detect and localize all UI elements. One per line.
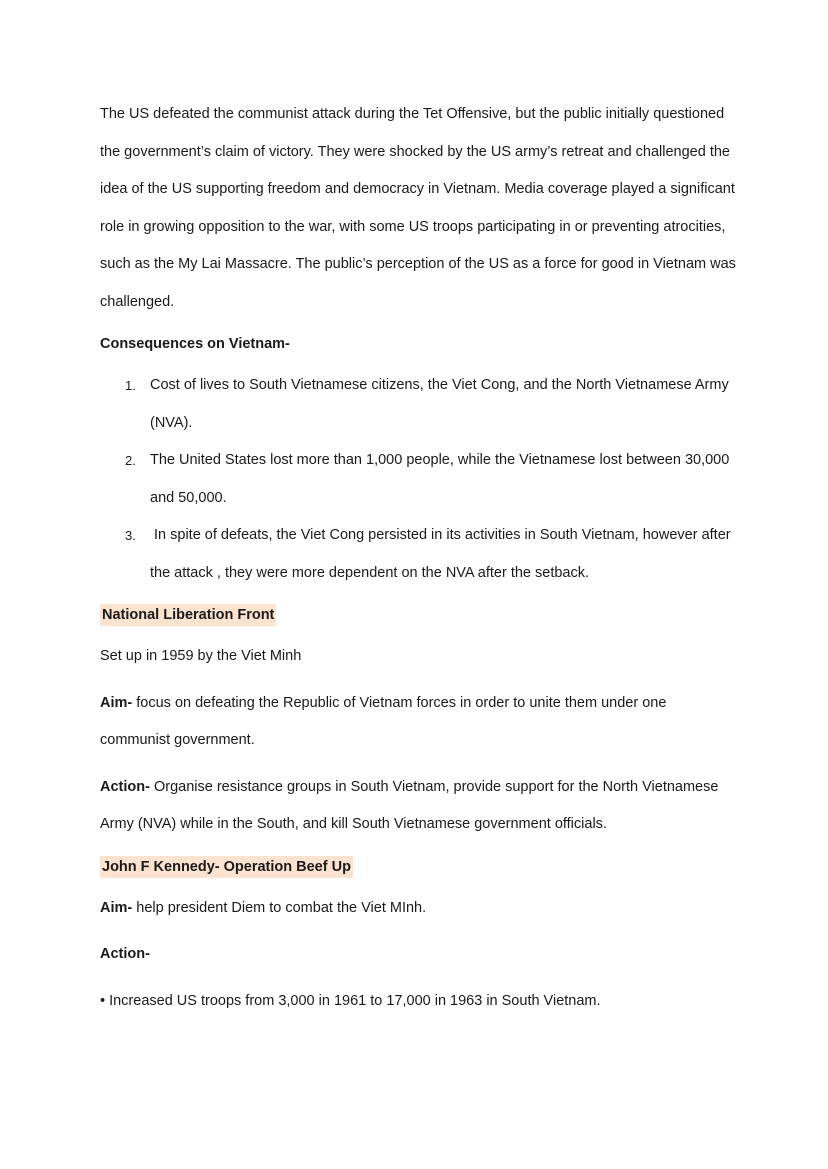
jfk-heading bbox=[100, 853, 740, 881]
nlf-aim-line: communist government. bbox=[100, 732, 255, 748]
list-item-line: Cost of lives to South Vietnamese citizens, the Viet Cong, and the North Vietnamese Army bbox=[150, 377, 729, 393]
jfk-aim-text: help president Diem to combat the Viet MInh. bbox=[132, 899, 427, 916]
intro-line: role in growing opposition to the war, with some US troops participating in or preventing atrocities, bbox=[100, 218, 726, 235]
jfk-aim bbox=[100, 890, 740, 928]
list-item bbox=[100, 367, 740, 442]
bullet-icon: • bbox=[100, 992, 106, 1009]
action-label: Action- bbox=[100, 778, 150, 795]
nlf-heading-text: National Liberation Front bbox=[100, 604, 276, 626]
intro-line: the government’s claim of victory. They were shocked by the US army’s retreat and challenged the bbox=[100, 143, 730, 160]
list-item-line: and 50,000. bbox=[150, 489, 227, 506]
intro-paragraph bbox=[100, 96, 740, 321]
list-number: 1. bbox=[125, 378, 136, 393]
action-label: Action- bbox=[100, 946, 150, 962]
consequences-list bbox=[100, 367, 740, 592]
nlf-heading bbox=[100, 601, 740, 629]
nlf-aim-text: focus on defeating the Republic of Vietnam forces in order to unite them under one bbox=[132, 694, 667, 711]
list-number: 2. bbox=[125, 453, 136, 468]
jfk-bullet bbox=[100, 983, 740, 1021]
list-item-line: (NVA). bbox=[150, 414, 193, 431]
intro-line: The US defeated the communist attack during the Tet Offensive, but the public initially questioned bbox=[100, 106, 725, 122]
intro-line: challenged. bbox=[100, 293, 175, 310]
list-item bbox=[100, 442, 740, 517]
list-item-line: the attack , they were more dependent on the NVA after the setback. bbox=[150, 564, 590, 581]
list-item-line: In spite of defeats, the Viet Cong persisted in its activities in South Vietnam, however after bbox=[150, 527, 731, 543]
list-item-line: The United States lost more than 1,000 people, while the Vietnamese lost between 30,000 bbox=[150, 452, 730, 468]
nlf-action-text: Organise resistance groups in South Vietnam, provide support for the North Vietnamese bbox=[149, 778, 719, 795]
nlf-action bbox=[100, 769, 740, 844]
aim-label: Aim- bbox=[100, 899, 133, 916]
jfk-heading-text: John F Kennedy- Operation Beef Up bbox=[100, 856, 353, 878]
nlf-action-line: Army (NVA) while in the South, and kill South Vietnamese government officials. bbox=[100, 816, 607, 832]
nlf-aim-line bbox=[100, 685, 740, 723]
nlf-setup: Set up in 1959 by the Viet Minh bbox=[100, 648, 302, 664]
document-page bbox=[100, 96, 740, 1029]
bullet-text: Increased US troops from 3,000 in 1961 to 17,000 in 1963 in South Vietnam. bbox=[109, 992, 601, 1009]
nlf-aim bbox=[100, 685, 740, 760]
nlf-action-line bbox=[100, 769, 740, 807]
consequences-heading: Consequences on Vietnam- bbox=[100, 336, 290, 352]
aim-label: Aim- bbox=[100, 694, 133, 711]
intro-line: idea of the US supporting freedom and democracy in Vietnam. Media coverage played a significant bbox=[100, 181, 735, 197]
list-number: 3. bbox=[125, 528, 136, 543]
list-item bbox=[100, 517, 740, 592]
jfk-action bbox=[100, 936, 740, 974]
intro-line: such as the My Lai Massacre. The public’s perception of the US as a force for good in Vietnam was bbox=[100, 256, 736, 272]
